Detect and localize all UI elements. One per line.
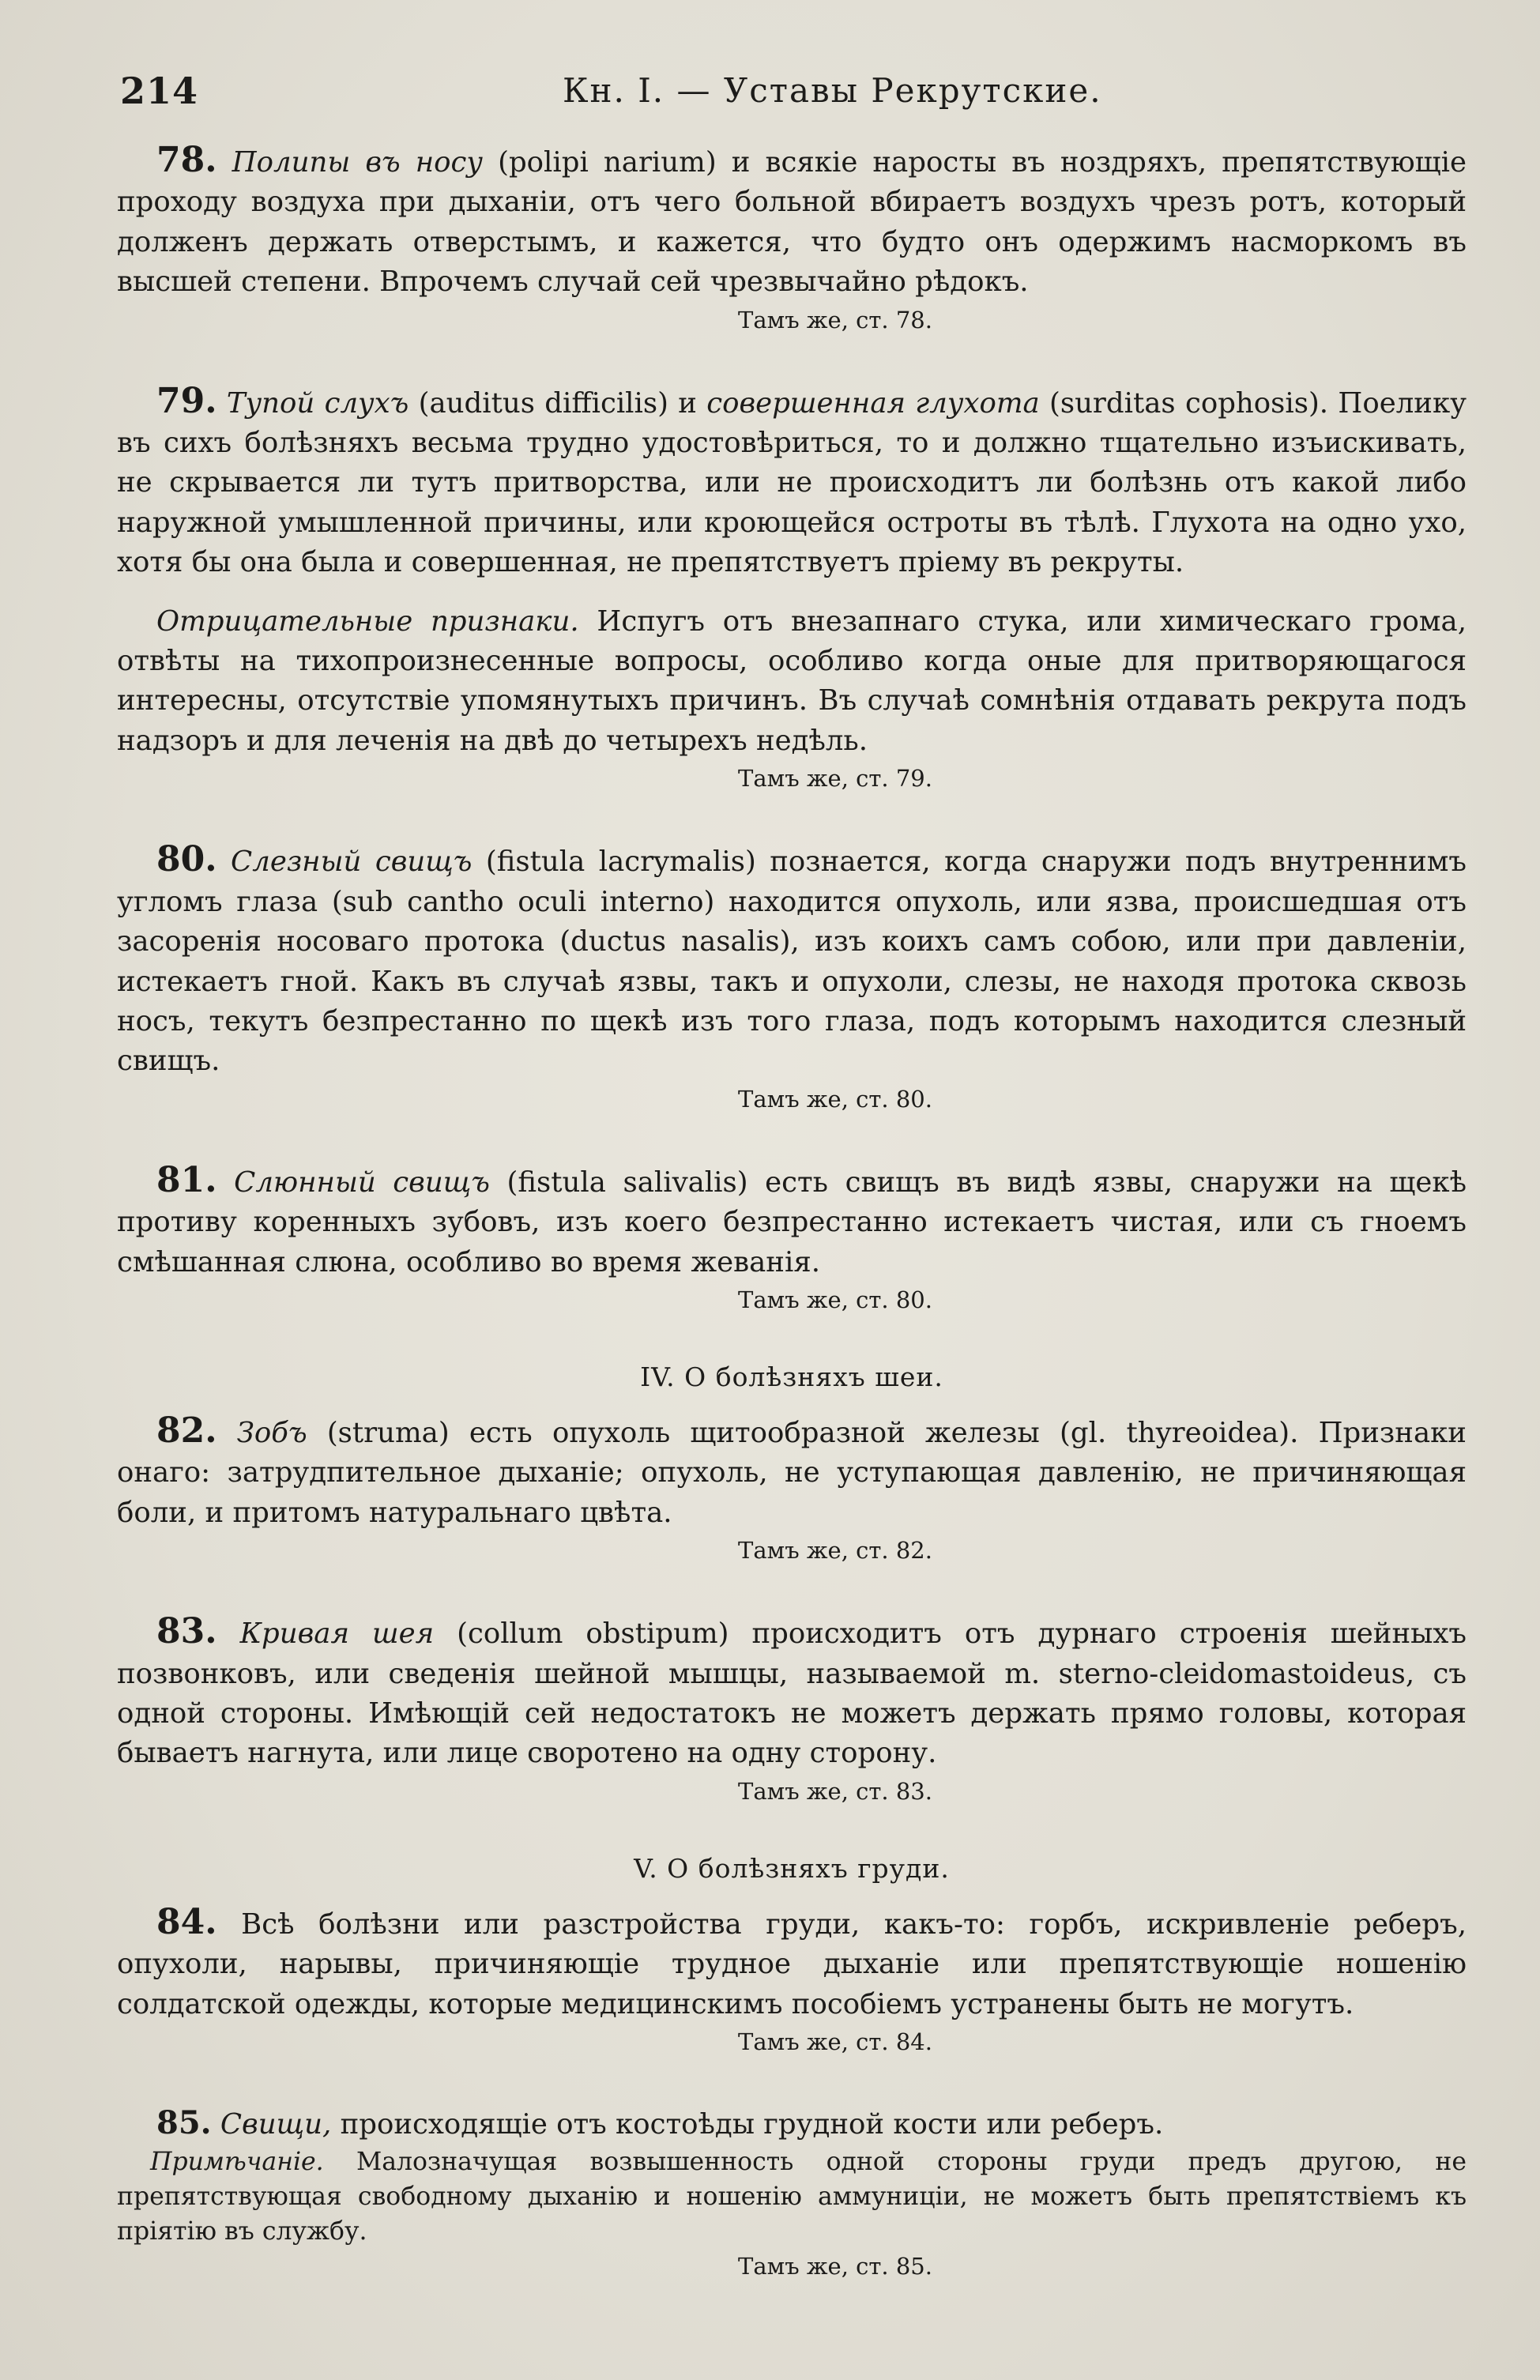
note-term: Примѣчаніе. — [150, 2148, 324, 2177]
section-heading-v: V. О болѣзняхъ груди. — [634, 1852, 950, 1884]
article-term: Свищи, — [220, 2108, 332, 2141]
article-term: Кривая шея — [239, 1617, 435, 1651]
article-79 — [117, 382, 1467, 583]
article-number: 82. — [156, 1410, 217, 1451]
citation: Тамъ же, ст. 83. — [738, 1777, 932, 1805]
page-header — [120, 70, 1421, 117]
article-84 — [117, 1903, 1467, 2024]
article-number: 79. — [156, 380, 217, 421]
note-text: Малозначущая возвышенность одной стороны груди предъ другою, не препятствующая свободному дыханію и ношенію аммуниціи, не можетъ быть препятствіемъ къ пріятію въ службу. — [117, 2148, 1467, 2246]
article-80 — [117, 840, 1467, 1081]
article-term: Полипы въ носу — [232, 146, 483, 179]
negative-signs-text: Испугъ отъ внезапнаго стука, или химическаго грома, отвѣты на тихопроизнесенные вопросы, особливо когда оные для притворяющагося интересны, отсутствіе упомянутыхъ причинъ. Въ случаѣ сомнѣнія отдавать рекрута подъ надзоръ и для леченія на двѣ до четырехъ недѣль. — [117, 604, 1467, 757]
citation: Тамъ же, ст. 79. — [738, 765, 932, 793]
article-term: Слезный свищъ — [231, 845, 473, 879]
article-text: (collum obstipum) происходитъ отъ дурнаго строенія шейныхъ позвонковъ, или сведенія шейной мышцы, называемой m. sterno-cleidomastoideus, съ одной стороны. Имѣющій сей недостатокъ не можетъ держать прямо головы, которая бываетъ нагнута, или лице своротено на одну сторону. — [117, 1617, 1467, 1770]
article-79-negative-signs — [117, 602, 1467, 762]
article-text: (struma) есть опухоль щитообразной железы (gl. thyreoidea). Признаки онаго: затрудпительное дыханіе; опухоль, не уступающая давленію, не причиняющая боли, и притомъ натуральнаго цвѣта. — [117, 1416, 1467, 1529]
article-term: Слюнный свищъ — [234, 1166, 490, 1199]
article-text: Всѣ болѣзни или разстройства груди, какъ-то: горбъ, искривленіе реберъ, опухоли, нарывы, причиняющіе трудное дыханіе или препятствующіе ношенію солдатской одежды, которые медицинскимъ пособіемъ устранены быть не могутъ. — [117, 1907, 1467, 2020]
running-head: Кн. I. — Уставы Рекрутские. — [563, 71, 1102, 110]
citation: Тамъ же, ст. 85. — [738, 2253, 932, 2280]
citation: Тамъ же, ст. 82. — [738, 1537, 932, 1565]
article-number: 85. — [156, 2104, 212, 2141]
article-number: 83. — [156, 1611, 217, 1652]
article-number: 84. — [156, 1901, 217, 1942]
citation: Тамъ же, ст. 84. — [738, 2028, 932, 2055]
article-number: 78. — [156, 140, 217, 180]
article-term: Зобъ — [236, 1416, 307, 1449]
citation: Тамъ же, ст. 80. — [738, 1085, 932, 1113]
negative-signs-term: Отрицательные признаки. — [156, 604, 579, 638]
article-term: Тупой слухъ — [226, 386, 409, 420]
article-number: 81. — [156, 1159, 217, 1200]
article-text: (polipi narium) и всякіе наросты въ ноздряхъ, препятствующіе проходу воздуха при дыханіи, отъ чего больной вбираетъ воздухъ чрезъ ротъ, который долженъ держать отверстымъ, и кажется, что будто онъ одержимъ насморкомъ въ высшей степени. Впрочемъ случай сей чрезвычайно рѣдокъ. — [117, 146, 1467, 299]
article-78 — [117, 141, 1467, 303]
article-text: (fistula lacrymalis) познается, когда снаружи подъ внутреннимъ угломъ глаза (sub cantho oculi interno) находится опухоль, или язва, происшедшая отъ засоренія носоваго протока (ductus nasalis), изъ коихъ самъ собою, или при давленіи, истекаетъ гной. Какъ въ случаѣ язвы, такъ и опухоли, слезы, не находя протока сквозь носъ, текутъ безпрестанно по щекѣ изъ того глаза, подъ которымъ находится слезный свищъ. — [117, 845, 1467, 1078]
article-82 — [117, 1411, 1467, 1533]
article-text: (auditus difficilis) и — [418, 386, 697, 420]
article-text: происходящіе отъ костоѣды грудной кости или реберъ. — [340, 2108, 1164, 2141]
article-number: 80. — [156, 839, 217, 880]
article-85-note — [117, 2145, 1467, 2249]
article-85 — [117, 2103, 1467, 2145]
page-number: 214 — [120, 70, 199, 112]
article-term: совершенная глухота — [706, 386, 1040, 420]
citation: Тамъ же, ст. 78. — [738, 306, 932, 333]
article-text: (surditas cophosis). Поелику въ сихъ болѣзняхъ весьма трудно удостовѣриться, то и должно тщательно изъискивать, не скрывается ли тутъ притворства, или не происходитъ ли болѣзнь отъ какой либо наружной умышленной причины, или кроющейся остроты въ тѣлѣ. Глухота на одно ухо, хотя бы она была и совершенная, не препятствуетъ пріему въ рекруты. — [117, 386, 1467, 579]
page-body — [117, 141, 1467, 2282]
article-text: (fistula salivalis) есть свищъ въ видѣ язвы, снаружи на щекѣ противу коренныхъ зубовъ, изъ коего безпрестанно истекаетъ чистая, или съ гноемъ смѣшанная слюна, особливо во время жеванія. — [117, 1166, 1467, 1278]
citation: Тамъ же, ст. 80. — [738, 1286, 932, 1313]
article-83 — [117, 1612, 1467, 1774]
section-heading-iv: IV. О болѣзняхъ шеи. — [640, 1361, 943, 1392]
article-81 — [117, 1161, 1467, 1282]
